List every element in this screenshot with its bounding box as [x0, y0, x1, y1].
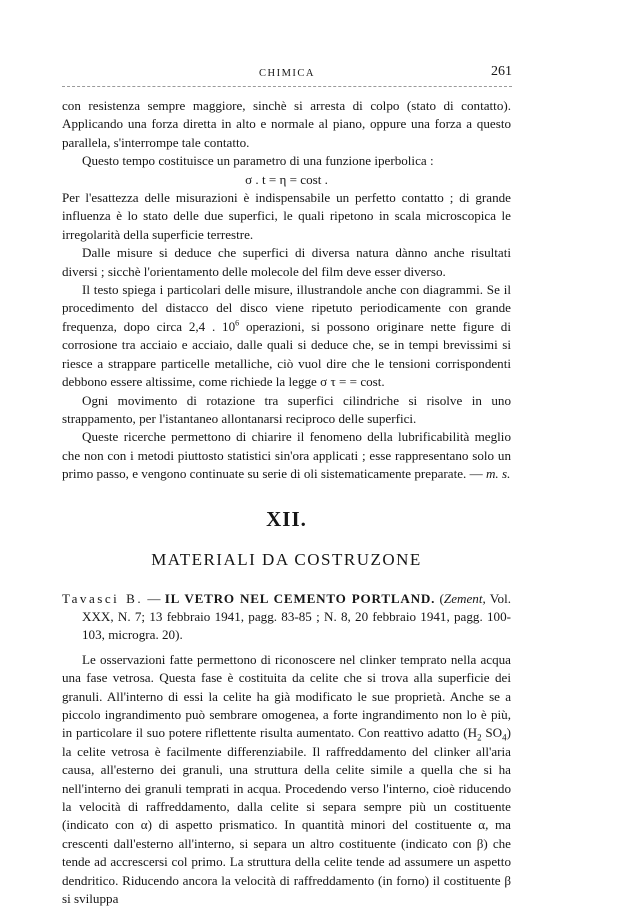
page-body [62, 97, 511, 908]
entry-paren: ( [435, 590, 444, 606]
exponent: 6 [235, 318, 240, 328]
abstract-paragraph [62, 651, 511, 908]
paragraph-5 [62, 281, 511, 391]
subscript-4: 4 [502, 732, 507, 743]
page-header [62, 64, 512, 84]
section-number: XII. [266, 506, 307, 531]
paragraph-3: Per l'esattezza delle misurazioni è indispensabile un perfetto contatto ; di grande influenza è lo stato delle due superfici, le quali ripetono in scala microscopica le irregolarità della superficie terrestre. [62, 190, 511, 242]
abstract-text-1: Le osservazioni fatte permettono di riconoscere nel clinker temprato nella acqua una fase vetrosa. Questa fase è costituita da celite che si trova alla superficie dei granuli. All'interno di essi la celite ha già modificato le sue proprietà. Anche se a piccolo ingrandimento può sembrare omogenea, a forte ingrandimento non lo è più, in particolare il suo potere riflettente risulta aumentato. Con reattivo adatto (H [62, 651, 511, 741]
paragraph-2: Questo tempo costituisce un parametro di una funzione iperbolica : [82, 153, 434, 169]
reviewer-signature: m. s. [485, 466, 511, 482]
paragraph-7-text: Queste ricerche permettono di chiarire il fenomeno della lubrificabilità meglio che non con i metodi piuttosto statistici sin'ora applicati ; esse rappresentano solo un primo passo, e vengono continuate su serie di oli sistematicamente preparate. — [62, 429, 511, 482]
running-title: CHIMICA [258, 68, 315, 79]
entry-title: IL VETRO NEL CEMENTO PORTLAND. [164, 590, 436, 606]
paragraph-4: Dalle misure si deduce che superfici di diversa natura dànno anche risultati diversi ; sicchè l'orientamento delle molecole del film deve esser diverso. [62, 245, 511, 279]
paragraph-6: Ogni movimento di rotazione tra superfici cilindriche si risolve in uno strappamento, per l'istantaneo allontanarsi reciproco delle superfici. [62, 392, 511, 426]
entry-journal: Zement, [443, 590, 486, 606]
subscript-2: 2 [477, 732, 482, 743]
paragraph-5-text-a: Il testo spiega i particolari delle misure, illustrandole anche con diagrammi. Se il procedimento del distacco del disco viene ripetuto periodicamente con grande frequenza, dopo circa 2,4 . 10 [62, 282, 511, 334]
abstract-text-2: ) la celite vetrosa è facilmente differenziabile. Il raffreddamento del clinker all'aria causa, all'esterno dei granuli, una struttura della celite simile a quella che si ha nell'interno dei granuli temprati in acqua. Procedendo verso l'interno, cioè riducendo la velocità di raffreddamento, dalla celite si separa sempre più un costituente (indicato con α) di aspetto prismatico. In quantità minori del costituente α, ma crescenti dall'esterno all'interno, si separa un altro costituente (indicato con β) che tende ad accrescersi col primo. La struttura della celite tende ad assumere un aspetto dendritico. Riducendo ancora la velocità di raffreddamento (in forno) il costituente β si sviluppa [62, 725, 511, 907]
section-title: MATERIALI DA COSTRUZONE [151, 549, 422, 569]
entry-author: Tavasci B. [62, 590, 144, 606]
paragraph-1: con resistenza sempre maggiore, sinchè si arresta di colpo (stato di contatto). Applicando una forza diretta in alto e normale al piano, oppure una forza a questo parallela, s'interrompe tale contatto. [62, 98, 511, 150]
entry-dash: — [143, 590, 165, 606]
bibliographic-entry [62, 590, 511, 645]
abstract-so: SO [481, 725, 503, 741]
formula-hyperbolic: σ . t = η = cost . [245, 171, 328, 187]
page-number: 261 [491, 64, 512, 79]
header-rule [62, 86, 512, 87]
paragraph-7 [62, 428, 511, 483]
entry-citation: Vol. XXX, N. 7; 13 febbraio 1941, pagg. 83-85 ; N. 8, 20 febbraio 1941, pagg. 100-103, microgra. 20). [82, 590, 512, 643]
paragraph-5-text-b: operazioni, si possono originare nette figure di corrosione tra acciaio e acciaio, dalle quali si deduce che, se in tempi brevissimi si riesce a strappare particelle metalliche, ciò vuol dire che le tensioni corrispondenti debbono essere altissime, come richiede la legge σ τ = = cost. [62, 318, 511, 390]
